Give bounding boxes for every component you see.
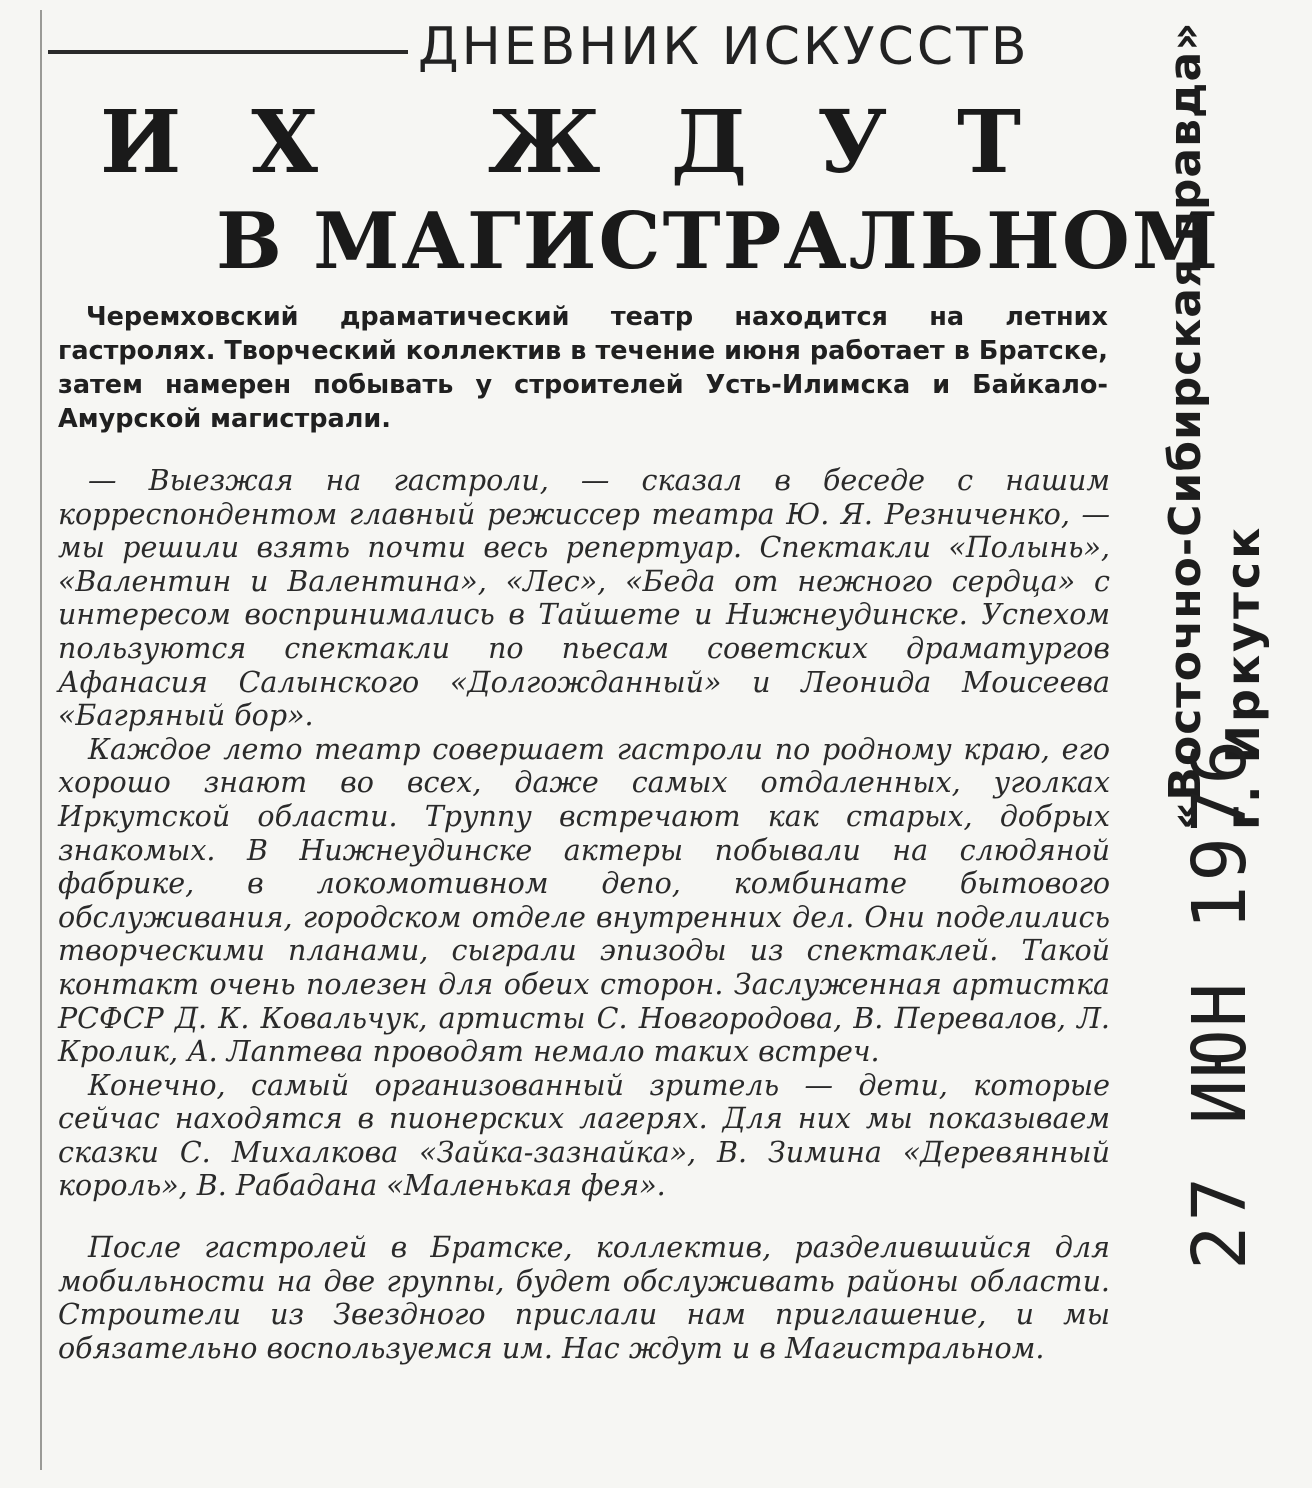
paper-edge (40, 10, 42, 1470)
stamp-city: г. Иркутск (1216, 524, 1270, 830)
source-stamp (1150, 21, 1280, 1270)
lead-paragraph: Черемховский драматический театр находится на летних гастролях. Творческий коллектив в течение июня работает в Братске, затем намерен побывать у строителей Усть-Илимска и Байкало-Амурской магистрали. (58, 302, 1108, 434)
headline-line-2: В МАГИСТРАЛЬНОМ (216, 196, 1221, 287)
stamp-newspaper-name: «Восточно-Сибирская правда» (1160, 21, 1211, 830)
paragraph-tours: Каждое лето театр совершает гастроли по родному краю, его хорошо знают во всех, даже самых отдаленных, уголках Иркутской области. Труппу встречают как старых, добрых знакомых. В Нижнеудинске актеры побывали на слюдяной фабрике, в локомотивном депо, комбинате бытового обслуживания, городском отделе внутренних дел. Они поделились творческими планами, сыграли эпизоды из спектаклей. Такой контакт очень полезен для обеих сторон. Заслуженная артистка РСФСР Д. К. Ковальчук, артисты С. Новгородова, В. Перевалов, Л. Кролик, А. Лаптева проводят немало таких встреч. (58, 732, 1110, 1069)
paragraph-interview: — Выезжая на гастроли, — сказал в беседе с нашим корреспондентом главный режиссер театра Ю. Я. Резниченко, — мы решили взять почти весь репертуар. Спектакли «Полынь», «Валентин и Валентина», «Лес», «Беда от нежного сердца» с интересом воспринимались в Тайшете и Нижнеудинске. Успехом пользуются спектакли по пьесам советских драматургов Афанасия Салынского «Долгожданный» и Леонида Моисеева «Багряный бор». (58, 464, 1110, 733)
rubric (48, 12, 1118, 82)
headline-line-1: ИХ ЖДУТ (100, 92, 1092, 193)
stamp-source-block (1150, 21, 1280, 830)
stamp-date: 27 ИЮН 1976 (1177, 735, 1263, 1270)
paragraph-children: Конечно, самый организованный зритель — дети, которые сейчас находятся в пионерских лагерях. Для них мы показываем сказки С. Михалкова «Зайка-зазнайка», В. Зимина «Деревянный король», В. Рабадана «Маленькая фея». (58, 1068, 1110, 1203)
rubric-title: ДНЕВНИК ИСКУССТВ (418, 17, 1030, 77)
rubric-rule (48, 50, 408, 54)
article-body (58, 464, 1110, 1365)
paragraph-closing: После гастролей в Братске, коллектив, разделившийся для мобильности на две группы, будет обслуживать районы области. Строители из Звездного прислали нам приглашение, и мы обязательно воспользуемся им. Нас ждут и в Магистральном. (58, 1231, 1110, 1365)
